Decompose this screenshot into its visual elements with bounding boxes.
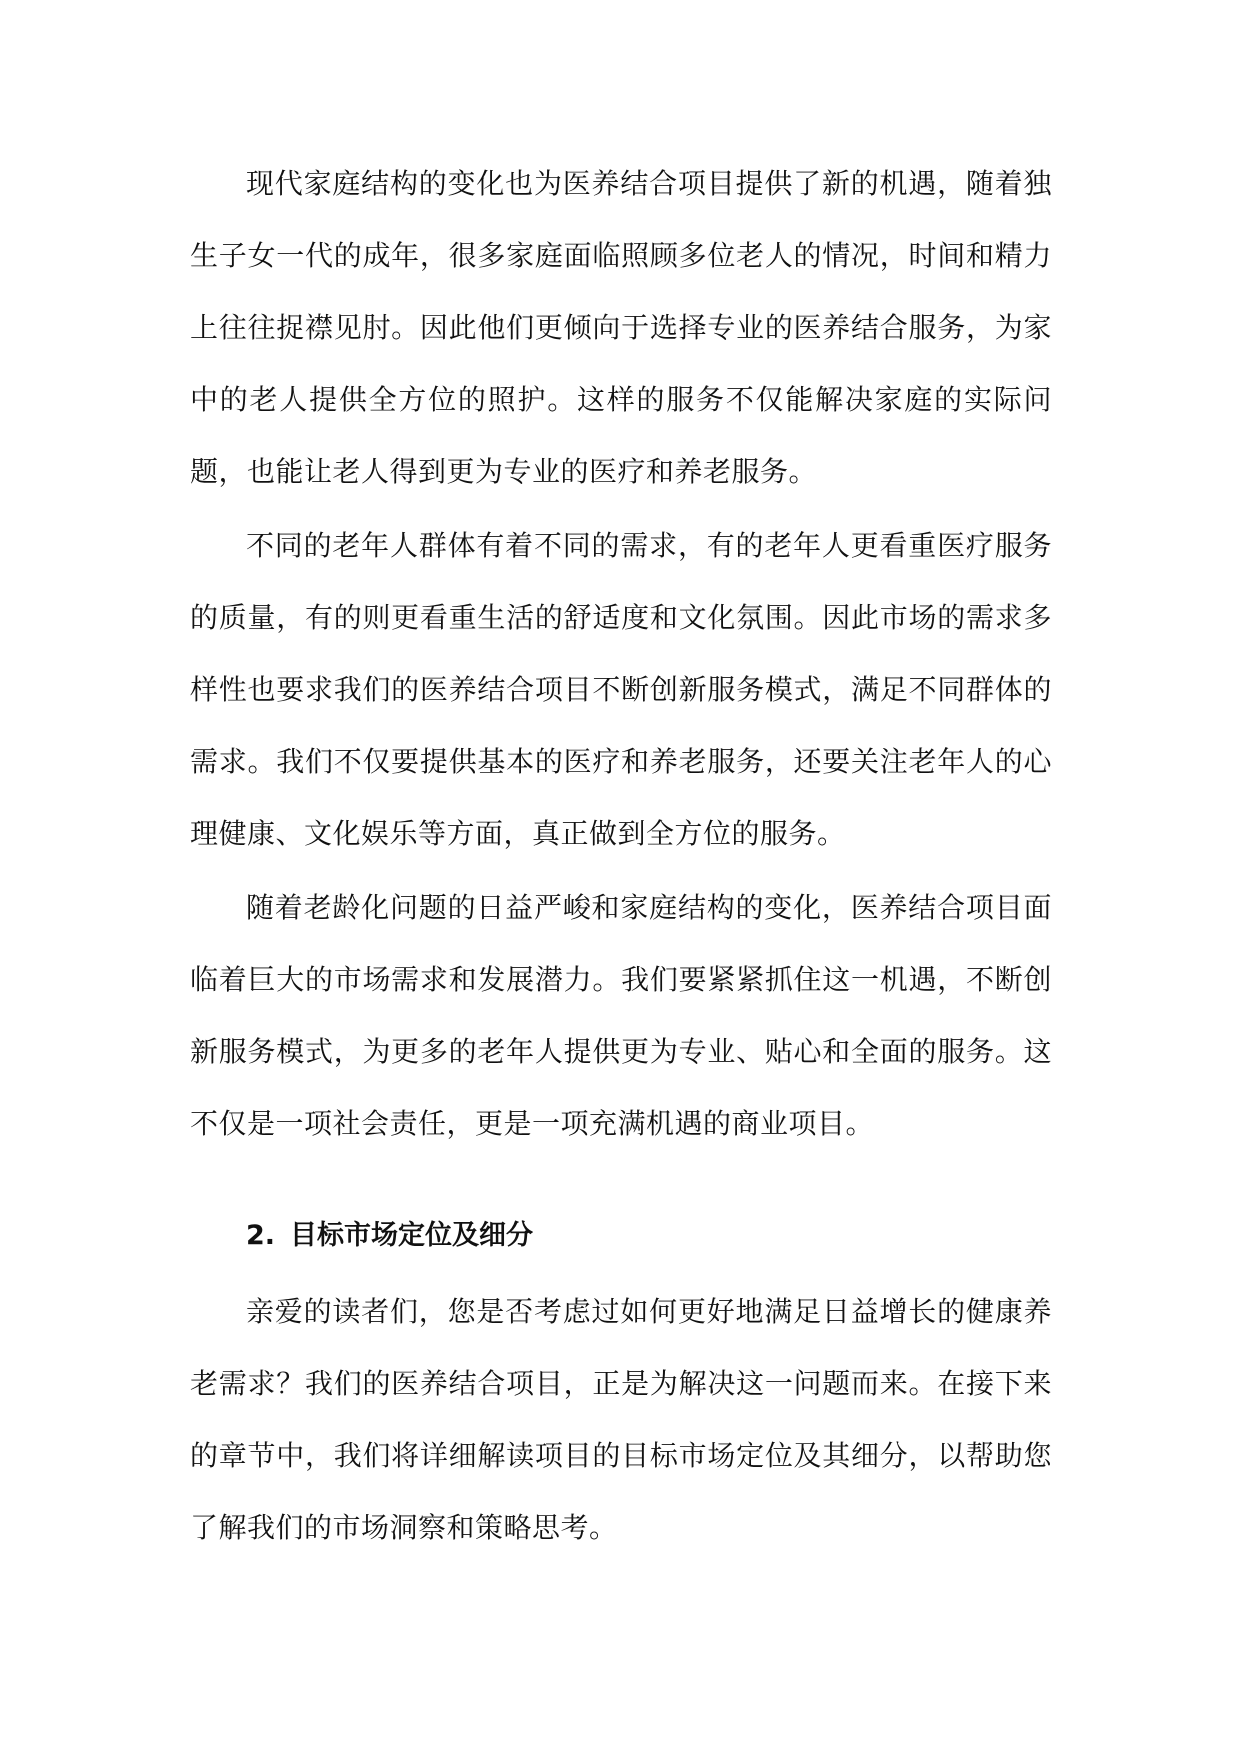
section-number: 2. — [246, 1220, 276, 1251]
document-body — [190, 148, 1052, 1566]
paragraph-intro-readers: 亲爱的读者们，您是否考虑过如何更好地满足日益增长的健康养老需求？我们的医养结合项目，正是为解决这一问题而来。在接下来的章节中，我们将详细解读项目的目标市场定位及其细分，以帮助您了解我们的市场洞察和策略思考。 — [190, 1295, 1052, 1544]
paragraph-diverse-needs: 不同的老年人群体有着不同的需求，有的老年人更看重医疗服务的质量，有的则更看重生活的舒适度和文化氛围。因此市场的需求多样性也要求我们的医养结合项目不断创新服务模式，满足不同群体的需求。我们不仅要提供基本的医疗和养老服务，还要关注老年人的心理健康、文化娱乐等方面，真正做到全方位的服务。 — [190, 529, 1052, 850]
section-title: 目标市场定位及细分 — [290, 1220, 533, 1251]
paragraph-market-potential: 随着老龄化问题的日益严峻和家庭结构的变化，医养结合项目面临着巨大的市场需求和发展潜力。我们要紧紧抓住这一机遇，不断创新服务模式，为更多的老年人提供更为专业、贴心和全面的服务。这不仅是一项社会责任，更是一项充满机遇的商业项目。 — [190, 891, 1052, 1140]
section-heading — [246, 1200, 1052, 1272]
paragraph-family-structure: 现代家庭结构的变化也为医养结合项目提供了新的机遇，随着独生子女一代的成年，很多家庭面临照顾多位老人的情况，时间和精力上往往捉襟见肘。因此他们更倾向于选择专业的医养结合服务，为家中的老人提供全方位的照护。这样的服务不仅能解决家庭的实际问题，也能让老人得到更为专业的医疗和养老服务。 — [190, 167, 1052, 488]
